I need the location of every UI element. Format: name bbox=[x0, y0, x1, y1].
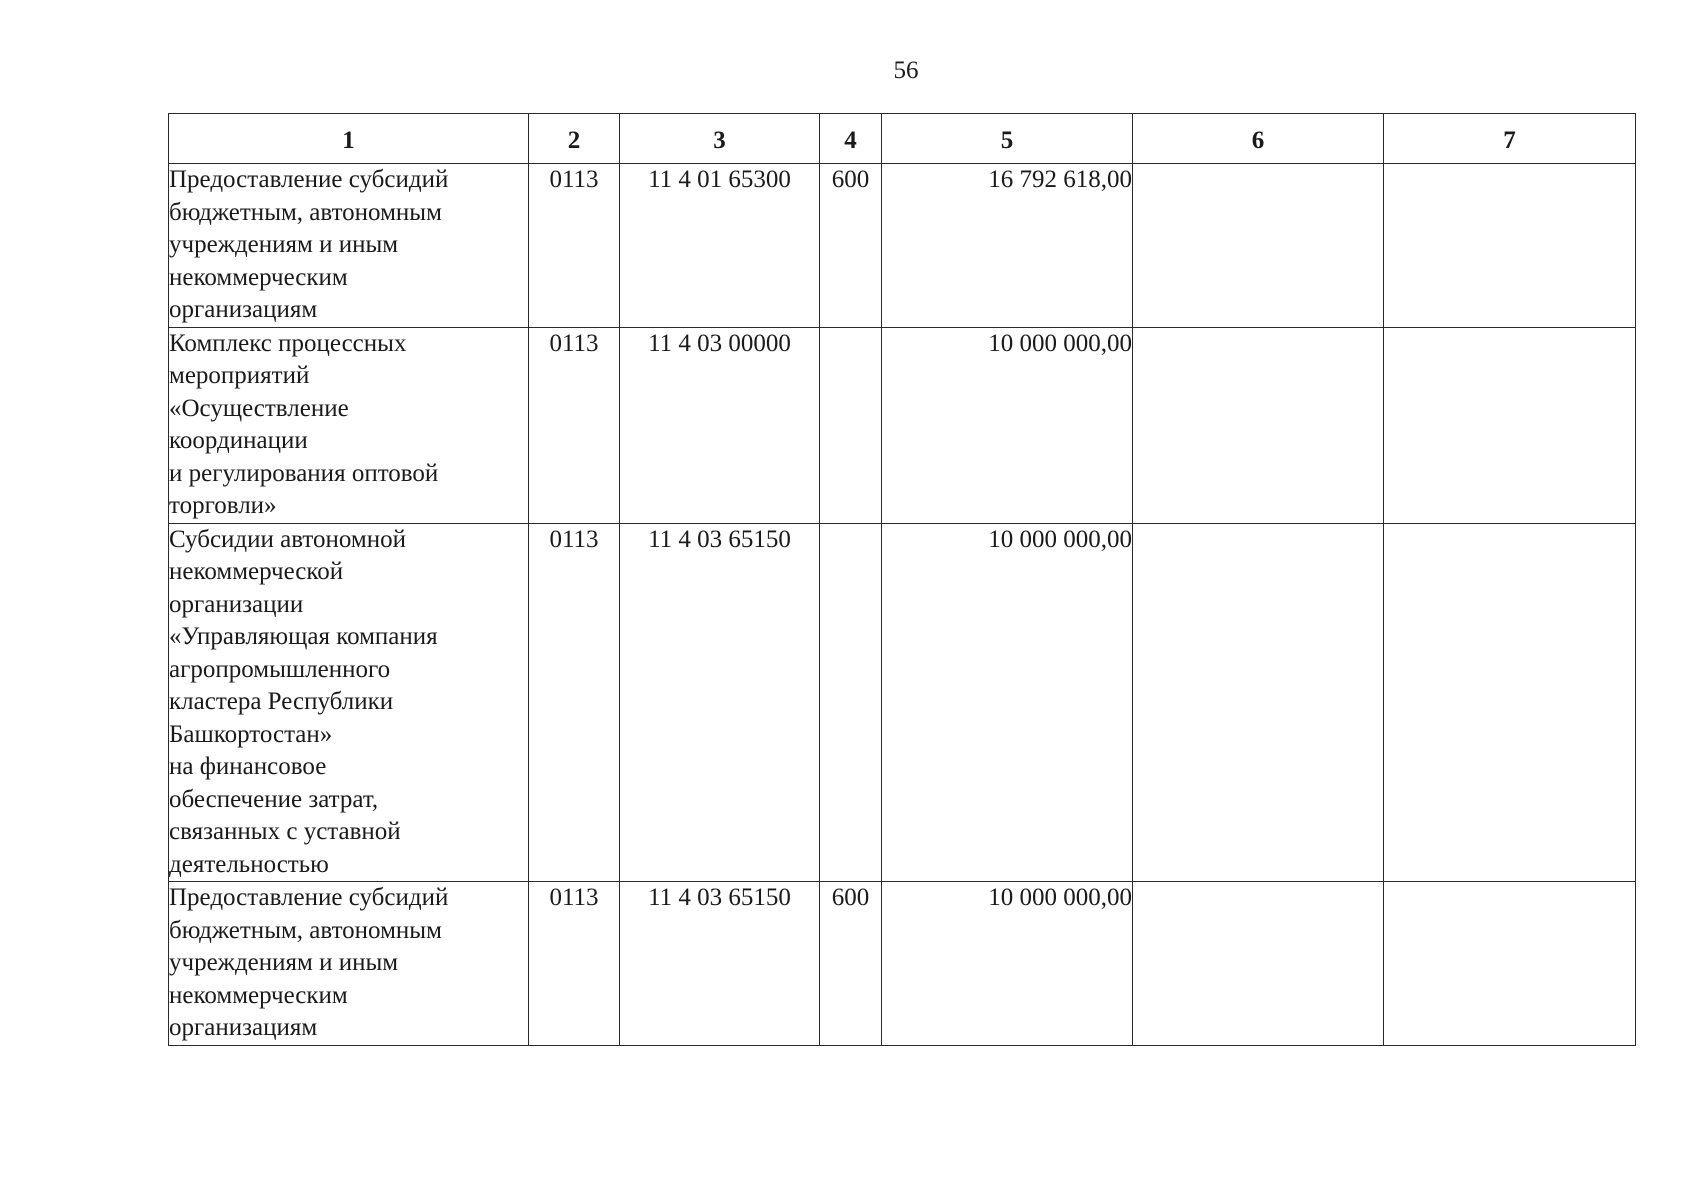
section-cell: 0113 bbox=[529, 164, 620, 328]
name-line: организациям bbox=[169, 296, 318, 323]
header-cell-7: 7 bbox=[1384, 114, 1636, 164]
target-cell: 11 4 01 65300 bbox=[620, 164, 820, 328]
page-number: 56 bbox=[893, 57, 919, 84]
col6-cell bbox=[1133, 164, 1384, 328]
table-row bbox=[169, 523, 1636, 882]
header-cell-4: 4 bbox=[820, 114, 882, 164]
expense-type-cell: 600 bbox=[820, 882, 882, 1046]
section-cell: 0113 bbox=[529, 327, 620, 523]
col6-cell bbox=[1133, 327, 1384, 523]
name-line: некоммерческой bbox=[169, 558, 344, 585]
target-cell: 11 4 03 65150 bbox=[620, 882, 820, 1046]
name-line: «Осуществление bbox=[169, 394, 349, 422]
name-line: деятельностью bbox=[169, 850, 329, 878]
expense-type-cell bbox=[820, 327, 882, 523]
table-row bbox=[169, 327, 1636, 523]
name-line: мероприятий bbox=[169, 362, 310, 389]
name-cell bbox=[169, 523, 529, 882]
name-line: на финансовое bbox=[169, 753, 327, 780]
name-line: некоммерческим bbox=[169, 263, 348, 291]
name-line: связанных с уставной bbox=[169, 818, 401, 845]
name-line: обеспечение затрат, bbox=[169, 785, 379, 813]
header-row bbox=[169, 114, 1636, 164]
header-cell-5: 5 bbox=[882, 114, 1133, 164]
name-line: «Управляющая компания bbox=[169, 623, 438, 650]
name-line: учреждениям и иным bbox=[169, 231, 399, 258]
name-line: организациям bbox=[169, 1014, 318, 1041]
name-line: и регулирования оптовой bbox=[169, 459, 439, 487]
name-line: агропромышленного bbox=[169, 655, 391, 683]
header-cell-3: 3 bbox=[620, 114, 820, 164]
name-line: бюджетным, автономным bbox=[169, 916, 442, 944]
header-cell-2: 2 bbox=[529, 114, 620, 164]
name-line: торговли» bbox=[169, 492, 277, 519]
name-line: Предоставление субсидий bbox=[169, 884, 449, 911]
target-cell: 11 4 03 65150 bbox=[620, 523, 820, 882]
amount-cell: 10 000 000,00 bbox=[882, 882, 1133, 1046]
amount-cell: 10 000 000,00 bbox=[882, 523, 1133, 882]
budget-table bbox=[168, 113, 1636, 1046]
name-line: бюджетным, автономным bbox=[169, 198, 442, 226]
header-cell-1: 1 bbox=[169, 114, 529, 164]
name-cell bbox=[169, 882, 529, 1046]
amount-cell: 10 000 000,00 bbox=[882, 327, 1133, 523]
name-line: организации bbox=[169, 590, 304, 618]
header-cell-6: 6 bbox=[1133, 114, 1384, 164]
name-line: Башкортостан» bbox=[169, 720, 333, 748]
target-cell: 11 4 03 00000 bbox=[620, 327, 820, 523]
name-line: кластера Республики bbox=[169, 688, 394, 715]
section-cell: 0113 bbox=[529, 882, 620, 1046]
name-cell bbox=[169, 327, 529, 523]
col6-cell bbox=[1133, 523, 1384, 882]
section-cell: 0113 bbox=[529, 523, 620, 882]
name-line: некоммерческим bbox=[169, 981, 348, 1009]
col7-cell bbox=[1384, 523, 1636, 882]
col7-cell bbox=[1384, 164, 1636, 328]
table-row bbox=[169, 882, 1636, 1046]
name-line: Предоставление субсидий bbox=[169, 166, 449, 193]
col7-cell bbox=[1384, 327, 1636, 523]
name-line: Комплекс процессных bbox=[169, 329, 407, 357]
col6-cell bbox=[1133, 882, 1384, 1046]
expense-type-cell bbox=[820, 523, 882, 882]
table-row bbox=[169, 164, 1636, 328]
name-cell bbox=[169, 164, 529, 328]
name-line: учреждениям и иным bbox=[169, 949, 399, 976]
name-line: координации bbox=[169, 427, 308, 454]
name-line: Субсидии автономной bbox=[169, 525, 406, 553]
expense-type-cell: 600 bbox=[820, 164, 882, 328]
col7-cell bbox=[1384, 882, 1636, 1046]
amount-cell: 16 792 618,00 bbox=[882, 164, 1133, 328]
